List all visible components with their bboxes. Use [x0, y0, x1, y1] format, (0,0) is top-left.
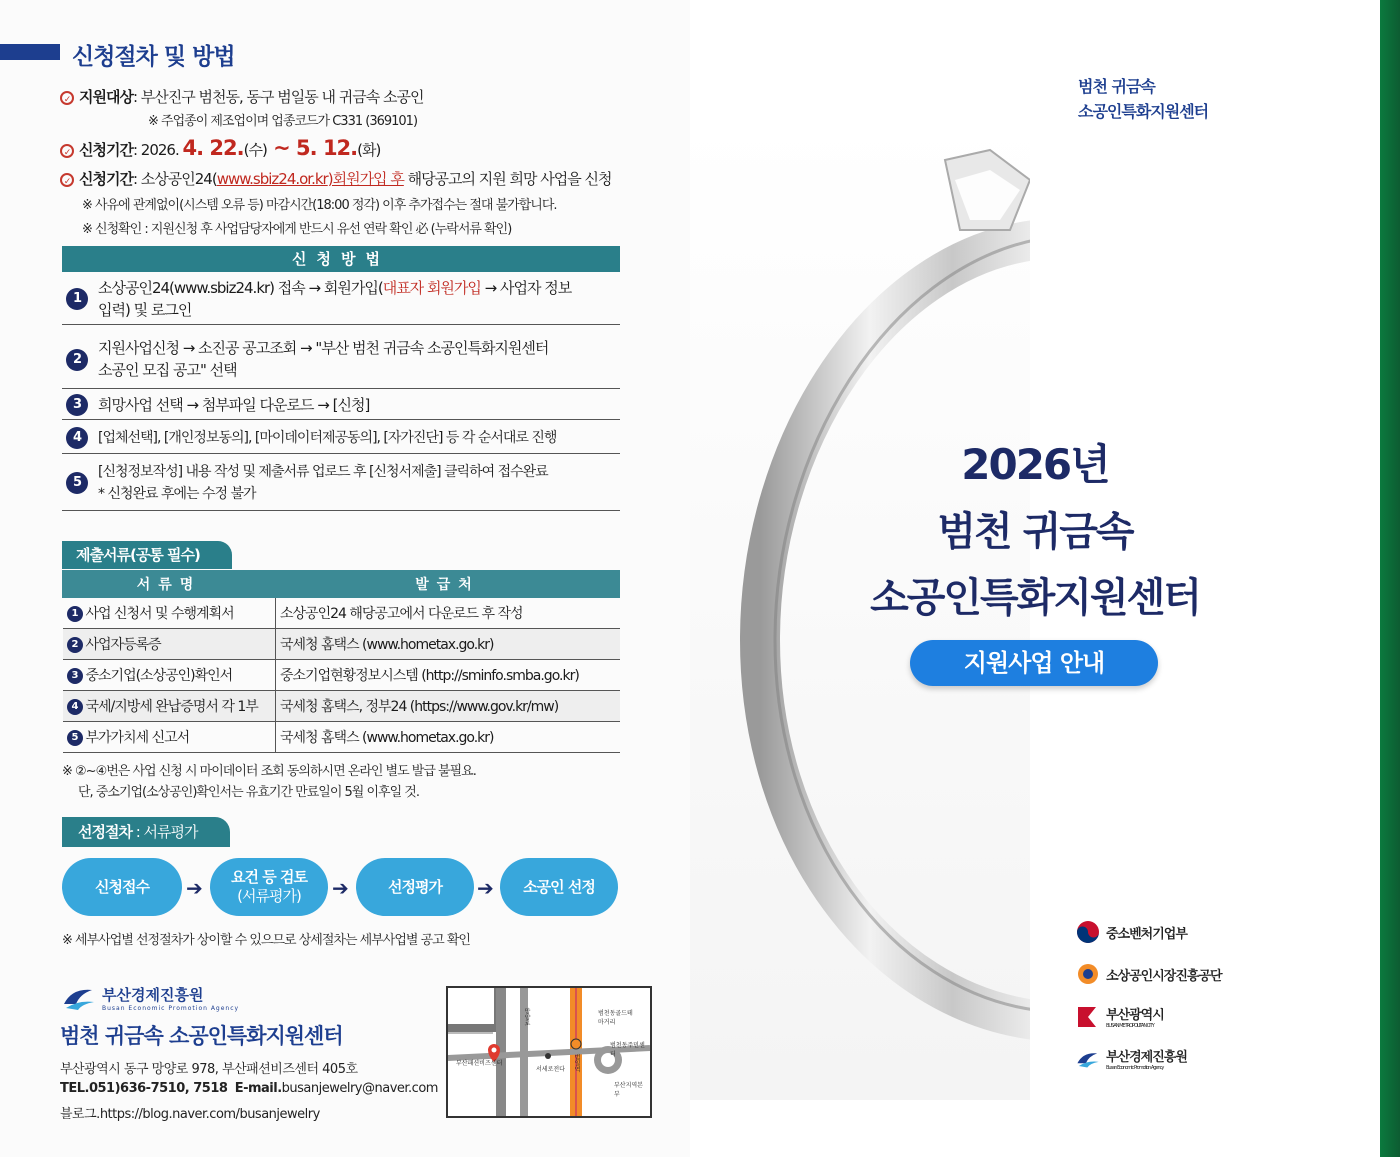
apply-prefix: : 소상공인24( [132, 170, 217, 188]
table-row [63, 629, 620, 660]
apply-rest: 해당공고의 지원 희망 사업을 신청 [403, 170, 612, 188]
sbiz24-link[interactable]: www.sbiz24.or.kr [216, 170, 328, 188]
step-text [98, 277, 571, 321]
doc-issuer: 국세청 홈택스, 정부24 (https://www.gov.kr/mw) [276, 691, 620, 722]
step-text-part: 지원사업신청 → 소진공 공고조회 → "부산 범천 귀금속 소공인특화지원센터 [98, 339, 549, 357]
apply-label: 신청기간 [79, 170, 133, 188]
period-start: 4. 22. [182, 136, 244, 160]
support-badge: 지원사업 안내 [910, 640, 1158, 686]
flow-note: ※ 세부사업별 선정절차가 상이할 수 있으므로 상세절차는 세부사업별 공고 확인 [62, 933, 470, 948]
step-5 [62, 457, 620, 511]
tel: TEL.051)636-7510, 7518 [60, 1081, 228, 1096]
flow-label: 신청접수 [95, 877, 149, 896]
selection-tab-rest: : 서류평가 [131, 823, 198, 841]
map-label-gold-street: 범천동골드테마거리 [598, 1010, 633, 1026]
sponsor-mss [1076, 920, 1187, 944]
map-label-bottom-right: 부산지역본부 [614, 1082, 643, 1098]
arrow-right-icon: ➔ [332, 876, 349, 900]
apply-line [60, 168, 612, 189]
flow-step-apply [62, 858, 182, 916]
map-label-station: 범일역 [573, 1054, 580, 1072]
green-edge [1380, 0, 1400, 1157]
doc-name [63, 660, 276, 691]
doc-name-text: 사업 신청서 및 수행계획서 [85, 606, 234, 622]
main-title-line2: 범천 귀금속 [937, 509, 1133, 555]
section-title: 신청절차 및 방법 [72, 44, 235, 70]
right-org-line2: 소공인특화지원센터 [1078, 102, 1209, 121]
blog-line [60, 1103, 320, 1122]
selection-tab [62, 817, 230, 847]
taegeuk-icon [1076, 920, 1100, 944]
contact-line [60, 1081, 438, 1096]
doc-name [63, 598, 276, 629]
circle-check-icon: ✓ [60, 144, 74, 158]
sponsor-semas [1076, 962, 1222, 986]
docs-header-name: 서류명 [63, 571, 276, 598]
sponsor-busan-text [1106, 1004, 1164, 1029]
doc-issuer: 국세청 홈택스 (www.hometax.go.kr) [276, 722, 620, 753]
map-label-mid: 서세로전다 [536, 1066, 565, 1073]
flow-label: 선정평가 [388, 877, 442, 896]
bepa-logo-icon [62, 984, 96, 1012]
period-sep: ~ [266, 136, 297, 160]
section-bar [0, 44, 60, 60]
doc-number: 2 [67, 637, 83, 653]
sponsor-sub: Busan Economic Promotion Agency [1106, 1065, 1164, 1071]
target-line [60, 86, 423, 107]
doc-name [63, 722, 276, 753]
bepa-logo-icon [1076, 1047, 1100, 1071]
deadline-note: ※ 사유에 관계없이(시스템 오류 등) 마감시간(18:00 정각) 이후 추가접수는 절대 불가합니다. [82, 198, 557, 213]
selection-tab-bold: 선정절차 [78, 823, 132, 841]
step-3 [62, 392, 620, 420]
target-note: ※ 주업종이 제조업이며 업종코드가 C331 (369101) [148, 114, 418, 129]
sponsor-name: 소상공인시장진흥공단 [1106, 968, 1222, 984]
period-end-day: (화) [357, 141, 381, 159]
blog-link[interactable]: https://blog.naver.com/busanjewelry [99, 1107, 320, 1122]
main-title-line3: 소공인특화지원센터 [870, 575, 1200, 621]
left-panel [0, 0, 690, 1157]
doc-name-text: 국세/지방세 완납증명서 각 1부 [85, 699, 258, 715]
email-link[interactable]: busanjewelry@naver.com [281, 1081, 438, 1096]
table-row [63, 722, 620, 753]
step-text-red: 대표자 회원가입 [382, 279, 481, 297]
location-map [446, 986, 652, 1118]
docs-tab: 제출서류(공통 필수) [62, 541, 232, 569]
flow-step-review [210, 858, 328, 916]
period-end: 5. 12. [296, 136, 358, 160]
step-text: 희망사업 선택 → 첨부파일 다운로드 → [신청] [98, 396, 370, 414]
sponsor-bepa [1076, 1046, 1187, 1071]
period-label: 신청기간 [79, 141, 133, 159]
docs-note-2: 단, 중소기업(소상공인)확인서는 유효기간 만료일이 5월 이후일 것. [78, 785, 419, 800]
step-text-part: [신청정보작성] 내용 작성 및 제출서류 업로드 후 [신청서제출] 클릭하여 접수완료 [98, 464, 548, 480]
org-text [96, 984, 239, 1012]
sponsor-sub: BUSAN METROPOLITAN CITY [1106, 1023, 1154, 1029]
flow-label: 소공인 선정 [523, 877, 595, 896]
doc-number: 3 [67, 668, 83, 684]
org-logo [62, 984, 239, 1012]
flow-sub-label: (서류평가) [237, 887, 301, 905]
arrow-right-icon: ➔ [186, 876, 203, 900]
main-title-year: 2026년 [961, 440, 1109, 489]
step-text: [업체선택], [개인정보동의], [마이데이터제공동의], [자가진단] 등 각 순서대로 진행 [98, 430, 557, 446]
table-row [63, 691, 620, 722]
flow-label: 요건 등 검토 [231, 868, 307, 886]
step-1 [62, 273, 620, 325]
circle-check-icon: ✓ [60, 173, 74, 187]
doc-name-text: 중소기업(소상공인)확인서 [85, 668, 233, 684]
doc-issuer: 중소기업현황정보시스템 (http://sminfo.smba.go.kr) [276, 660, 620, 691]
step-text-line2: 소공인 모집 공고" 선택 [98, 361, 237, 379]
doc-number: 4 [67, 699, 83, 715]
sponsor-name: 부산경제진흥원 [1106, 1050, 1187, 1065]
step-2 [62, 331, 620, 389]
step-text-line2: * 신청완료 후에는 수정 불가 [98, 486, 256, 502]
map-label-community-center: 범천동주민센터 [610, 1042, 645, 1058]
map-label-center: 부산패션비즈센터 [456, 1060, 503, 1067]
docs-header-row [63, 571, 620, 598]
target-value: : 부산진구 범천동, 동구 범일동 내 귀금속 소공인 [132, 88, 424, 106]
table-row [63, 660, 620, 691]
address: 부산광역시 동구 망양로 978, 부산패션비즈센터 405호 [60, 1062, 358, 1077]
period-line [60, 136, 380, 160]
target-label: 지원대상 [79, 88, 133, 106]
confirm-note: ※ 신청확인 : 지원신청 후 사업담당자에게 반드시 유선 연락 확인 必 (누락서류 확인) [82, 222, 512, 237]
email-label: E-mail. [234, 1081, 282, 1096]
docs-note-1: ※ ②~④번은 사업 신청 시 마이데이터 조회 동의하시면 온라인 별도 발급 불필요. [62, 764, 476, 779]
sponsor-name: 부산광역시 [1106, 1008, 1164, 1023]
step-number: 1 [66, 288, 88, 310]
doc-number: 5 [67, 730, 83, 746]
busan-city-logo-icon [1076, 1005, 1100, 1029]
step-text [98, 461, 548, 505]
sponsor-name: 중소벤처기업부 [1106, 926, 1187, 942]
blog-label: 블로그. [60, 1107, 100, 1122]
org-sub: Busan Economic Promotion Agency [102, 1005, 240, 1012]
apply-suffix: )회원가입 후 [327, 170, 404, 188]
docs-header-issuer: 발급처 [276, 571, 620, 598]
period-start-day: (수) [243, 141, 267, 159]
step-number: 3 [66, 394, 88, 416]
doc-name-text: 사업자등록증 [85, 637, 161, 653]
circle-check-icon: ✓ [60, 91, 74, 105]
semas-logo-icon [1076, 962, 1100, 986]
org-name: 부산경제진흥원 [102, 986, 204, 1004]
doc-issuer: 국세청 홈택스 (www.hometax.go.kr) [276, 629, 620, 660]
step-number: 2 [66, 349, 88, 371]
step-text-part: 소상공인24(www.sbiz24.kr) 접속 → 회원가입( [98, 279, 383, 297]
period-prefix: : 2026. [132, 141, 183, 159]
step-4 [62, 424, 620, 454]
arrow-right-icon: ➔ [477, 876, 494, 900]
step-number: 4 [66, 427, 88, 449]
method-header: 신청방법 [62, 246, 620, 272]
center-name: 범천 귀금속 소공인특화지원센터 [60, 1024, 343, 1048]
doc-name [63, 691, 276, 722]
flow-step-evaluation [356, 858, 474, 916]
map-label-road: 망양로 [523, 1008, 530, 1026]
sponsor-busan [1076, 1004, 1164, 1029]
step-number: 5 [66, 472, 88, 494]
doc-issuer: 소상공인24 해당공고에서 다운로드 후 작성 [276, 598, 620, 629]
step-text [98, 337, 548, 381]
step-text-line2: 입력) 및 로그인 [98, 301, 192, 319]
doc-name-text: 부가가치세 신고서 [85, 730, 190, 746]
docs-table [62, 570, 620, 753]
step-text-rest: → 사업자 정보 [480, 279, 572, 297]
doc-name [63, 629, 276, 660]
flow-step-selection [500, 858, 618, 916]
doc-number: 1 [67, 606, 83, 622]
sponsor-bepa-text [1106, 1046, 1187, 1071]
table-row [63, 598, 620, 629]
right-org-line1: 범천 귀금속 [1078, 77, 1155, 96]
